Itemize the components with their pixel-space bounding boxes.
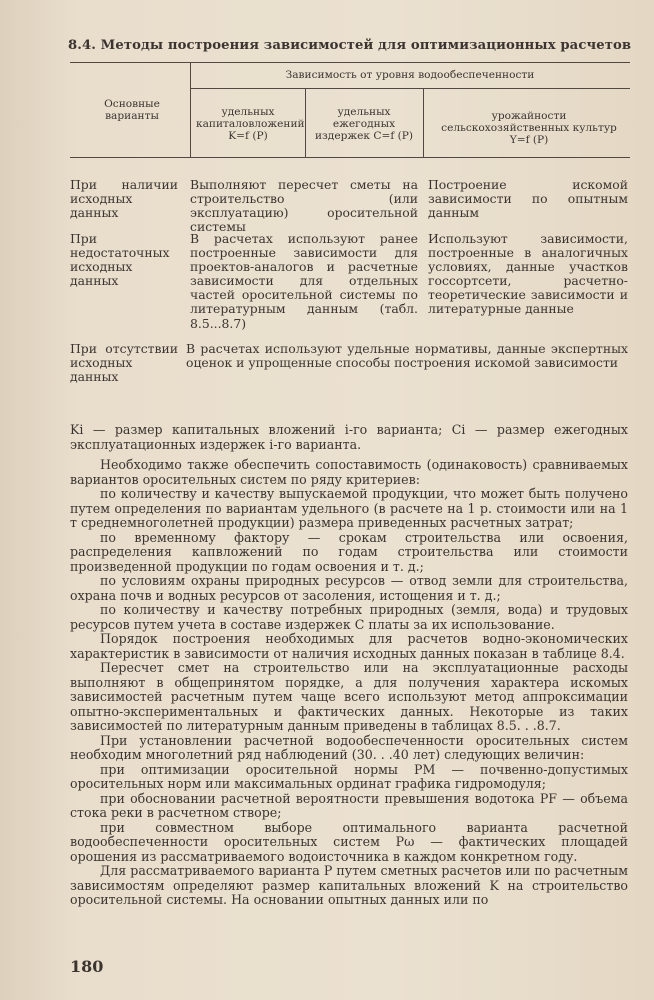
header-group: Зависимость от уровня водообеспеченности [285,69,535,81]
paragraph-variant-p: Для рассматриваемого варианта P путем сметных расчетов или по расчетным зависимостям определяют размер капитальных вложений K на строительство оросительной системы. На основании опытных данных или по [70,863,628,907]
header-divider-2 [305,88,306,157]
group-header-rule [190,88,630,89]
paragraph-recalc: Пересчет смет на строительство или на эксплуатационные расходы выполняют в общепринятом порядке, а для получения характера искомых зависимостей расчетным путем чаще всего используют метод аппроксимации опытно-экспериментальных и фактических данных. Некоторые из таких зависимостей по литературным данным приведены в таблицах 8.5. . .8.7. [70,660,628,733]
row1-yield: Построение искомой зависимости по опытным данным [428,177,628,221]
paragraph-norm: при оптимизации оросительной нормы PM — почвенно-допустимых оросительных норм или максимальных ординат графика гидромодуля; [70,761,628,791]
header-variants: Основные варианты [104,98,160,122]
row2-variant: При недостаточных исходных данных [70,231,170,289]
header-capital: удельных капиталовложений K=f (P) [196,106,305,142]
header-divider-1 [190,62,191,157]
header-costs: удельных ежегодных издержек C=f (P) [314,106,414,142]
paragraph-joint-choice: при совместном выборе оптимального варианта расчетной водообеспеченности оросительных систем Pω — фактических площадей орошения из рассматриваемого водоисточника в каждом конкретном году. [70,819,628,864]
paragraph-criterion-product: по количеству и качеству выпускаемой продукции, что может быть получено путем определения по вариантам удельного (в расчете на 1 р. стоимости или на 1 т среднемноголетней продукции) размера приведенных расчетных затрат; [70,486,628,530]
paragraph-criterion-protection: по условиям охраны природных ресурсов — отвод земли для строительства, охрана почв и водных ресурсов от засоления, истощения и т. д.; [70,573,628,603]
paragraph-notation: Ki — размер капитальных вложений i-го варианта; Ci — размер ежегодных эксплуатационных издержек i-го варианта. [70,422,628,452]
row2-capital-costs: В расчетах используют ранее построенные зависимости для проектов-аналогов и расчетные зависимости для отдельных частей оросительной системы по литературным данным (табл. 8.5...8.7) [190,231,418,331]
table-title: 8.4. Методы построения зависимостей для оптимизационных расчетов [68,38,632,53]
header-yield: урожайности сельскохозяйственных культур Y=f (P) [441,110,617,146]
body-text [70,423,628,908]
row2-yield: Используют зависимости, построенные в аналогичных условиях, данные участков госсортсети, расчетно-теоретические зависимости и литературные данные [428,231,628,317]
row1-variant: При наличии исходных данных [70,177,178,221]
paragraph-probability: при обосновании расчетной вероятности превышения водотока PF — объема стока реки в расчетном створе; [70,790,628,820]
header-divider-3 [423,88,424,157]
row3-variant: При отсутствии исходных данных [70,341,178,385]
row1-capital-costs: Выполняют пересчет сметы на строительство (или эксплуатацию) оросительной системы [190,177,418,235]
paragraph-observations: При установлении расчетной водообеспеченности оросительных систем необходим многолетний ряд наблюдений (30. . .40 лет) следующих величин: [70,732,628,762]
paragraph-criteria-intro: Необходимо также обеспечить сопоставимость (одинаковость) сравниваемых вариантов оросительных систем по ряду критериев: [70,457,628,487]
paragraph-criterion-time: по временному фактору — срокам строительства или освоения, распределения капвложений по годам строительства или стоимости произведенной продукции по годам освоения и т. д.; [70,529,628,574]
table-header-bottom-rule [70,157,630,158]
row3-all-columns: В расчетах используют удельные нормативы, данные экспертных оценок и упрощенные способы построения искомой зависимости [186,341,628,371]
paragraph-criterion-resources: по количеству и качеству потребных природных (земля, вода) и трудовых ресурсов путем учета в составе издержек C платы за их использование. [70,602,628,632]
paragraph-order: Порядок построения необходимых для расчетов водно-экономических характеристик в зависимости от наличия исходных данных показан в таблице 8.4. [70,631,628,661]
page-number: 180 [70,957,104,976]
table-top-rule [70,62,630,63]
